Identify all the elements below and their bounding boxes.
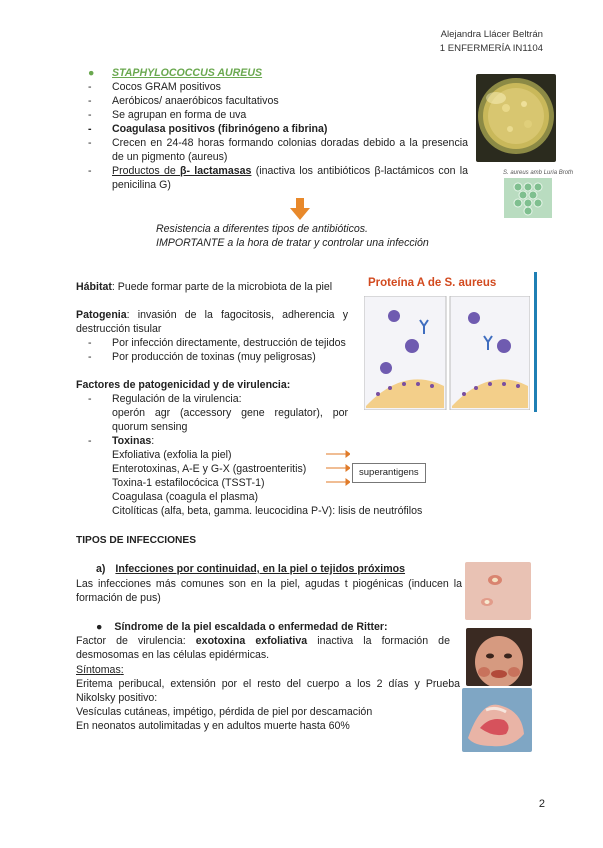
list-item: - Crecen en 24-48 horas formando colonias doradas debido a la presencia de un pigmento (aureus): [88, 137, 468, 163]
toxin-item: Toxina-1 estafilocócica (TSST-1): [112, 477, 265, 489]
list-item: - Por infección directamente, destrucción de tejidos: [88, 337, 346, 349]
patogenia-list: [88, 336, 348, 364]
habitat-paragraph: Hábitat: Puede formar parte de la microbiota de la piel: [76, 281, 333, 293]
infecciones-paragraph: Las infecciones más comunes son en la piel, agudas t piogénicas (inducen la formación de pus): [76, 578, 462, 604]
superantigen-arrows: [326, 446, 350, 486]
list-item: - Se agrupan en forma de uva: [88, 109, 247, 121]
figure-title: Proteína A de S. aureus: [368, 277, 497, 289]
sintoma-item: En neonatos autolimitadas y en adultos muerte hasta 60%: [76, 720, 350, 732]
staph-title-row: [88, 66, 468, 80]
factores-title: Factores de patogenicidad y de virulencia:: [76, 379, 291, 391]
toxin-item: Coagulasa (coagula el plasma): [112, 491, 259, 503]
resistance-line-1: Resistencia a diferentes tipos de antibióticos.: [156, 223, 368, 235]
peeling-skin-photo: [462, 688, 532, 752]
superantigens-box: superantigens: [352, 463, 426, 483]
child-face-photo: [466, 628, 532, 686]
page-header: [440, 28, 543, 56]
ritter-title: Síndrome de la piel escaldada o enfermedad de Ritter:: [114, 621, 388, 633]
ritter-row: [96, 620, 388, 634]
author-name: Alejandra Llácer Beltrán: [440, 29, 543, 40]
toxin-item: Citolíticas (alfa, beta, gamma. leucocidina P-V): lisis de neutrófilos: [112, 505, 423, 517]
patogenia-paragraph: Patogenia: invasión de la fagocitosis, adherencia y destrucción tisular: [76, 309, 348, 335]
toxinas-row: - Toxinas:: [88, 435, 155, 447]
list-item: - Regulación de la virulencia:: [88, 393, 242, 405]
list-item-betalactam: - Productos de β- lactamasas (inactiva los antibióticos β-lactámicos con la penicilina G): [88, 165, 468, 191]
course-code: 1 ENFERMERÍA IN1104: [439, 43, 543, 54]
list-item: - Cocos GRAM positivos: [88, 81, 221, 93]
list-item: - Por producción de toxinas (muy peligrosas): [88, 351, 316, 363]
subsection-a: a) Infecciones por continuidad, en la piel o tejidos próximos: [96, 563, 406, 575]
factor-paragraph: Factor de virulencia: exotoxina exfoliativa inactiva la formación de desmosomas en las células epidérmicas.: [76, 635, 450, 661]
staph-section: [88, 66, 468, 192]
list-item: - Coagulasa positivos (fibrinógeno a fibrina): [88, 123, 328, 135]
bullet-dot-icon: ●: [88, 67, 95, 79]
protein-a-diagram: [364, 296, 530, 410]
resistance-line-2: IMPORTANTE a la hora de tratar y controlar una infección: [156, 237, 429, 249]
resistance-note: [156, 222, 429, 250]
toxin-item: Enterotoxinas, A-E y G-X (gastroenteritis): [112, 463, 307, 475]
staph-title: STAPHYLOCOCCUS AUREUS: [112, 67, 263, 79]
patogenia-label: Patogenia: [76, 309, 127, 321]
tipos-title: TIPOS DE INFECCIONES: [76, 535, 197, 546]
sintoma-item: Vesículas cutáneas, impétigo, pérdida de piel por descamación: [76, 706, 373, 718]
subsection-a-title: Infecciones por continuidad, en la piel o tejidos próximos: [115, 563, 406, 575]
toxin-item: Exfoliativa (exfolia la piel): [112, 449, 232, 461]
protein-a-figure: [358, 272, 537, 412]
petri-caption: S. aureus amb Luria Broth: [503, 170, 574, 176]
petri-dish-photo: [476, 74, 556, 162]
page-number: 2: [538, 798, 545, 810]
bullet-dot-icon: ●: [96, 621, 103, 633]
sintomas-list: [76, 677, 460, 733]
cocci-cluster-image: [504, 178, 552, 218]
list-item: - Aeróbicos/ anaeróbicos facultativos: [88, 95, 279, 107]
operon-text: operón agr (accessory gene regulator), por quorum sensing: [112, 407, 348, 433]
arrow-down-icon: [290, 198, 310, 220]
sintoma-item: Eritema peribucal, extensión por el resto del cuerpo a los 2 días y Prueba Nikolsky positivo:: [76, 678, 460, 704]
sintomas-label: Síntomas:: [76, 664, 124, 676]
skin-lesion-photo: [465, 562, 531, 620]
habitat-label: Hábitat: [76, 281, 112, 293]
